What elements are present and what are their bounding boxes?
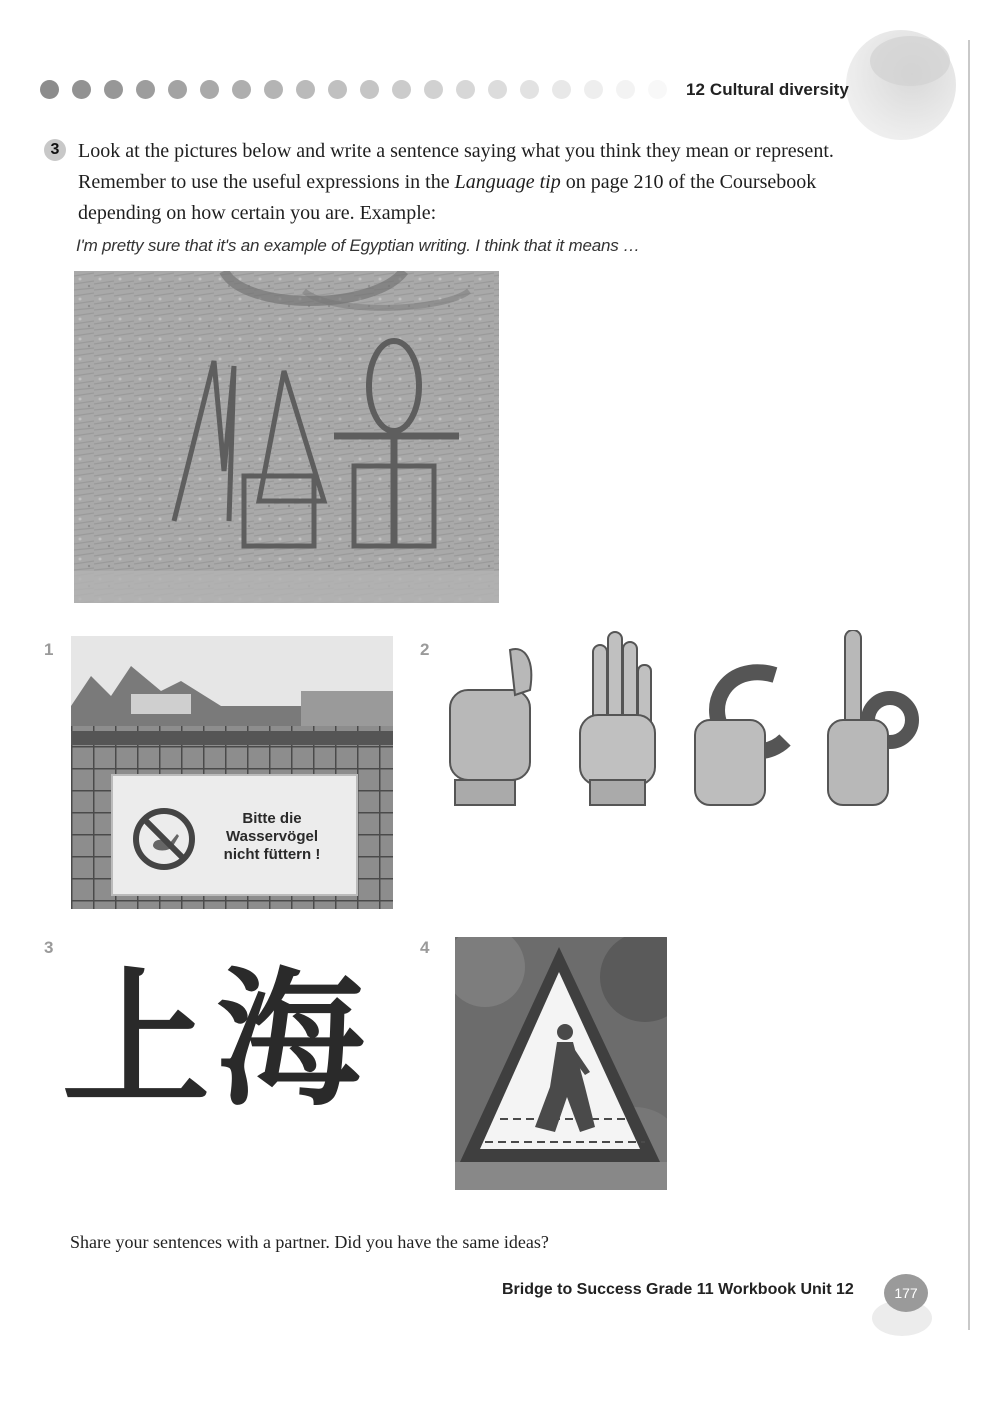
picture-label-2: 2 [420,640,430,659]
crossing-sign-photo [455,937,667,1190]
sign-language-photo [445,630,925,808]
instruction-text-2: on page 210 of the Coursebook depending on how certain you are. Example: [78,171,817,224]
warning-sign-board [111,774,358,896]
unit-heading [686,80,849,100]
picture-label-1: 1 [44,640,54,659]
exercise-instruction [78,136,888,229]
follow-up-question: Share your sentences with a partner. Did you have the same ideas? [70,1232,549,1252]
page-number: 177 [884,1274,928,1312]
book-title: Bridge to Success Grade 11 Workbook Unit 12 [502,1281,854,1298]
exercise-number: 3 [44,139,66,161]
sign-text-line1: Bitte die [242,810,302,827]
decorative-circle-inner [870,36,950,86]
picture-label-3: 3 [44,938,54,957]
sign-text-line2: Wasservögel [226,828,318,845]
instruction-italic: Language tip [454,171,561,193]
instruction-text-1: Look at the pictures below and write a sentence saying what you think they mean or represent. Remember to use the useful expressions in the [78,140,834,193]
page-edge-rule [968,40,970,1330]
picture-label-4: 4 [420,938,430,957]
hieroglyph-photo [74,271,499,603]
example-sentence: I'm pretty sure that it's an example of Egyptian writing. I think that it means … [76,236,640,255]
sign-text-line3: nicht füttern ! [223,846,321,863]
sign-photo [71,636,393,909]
unit-title: Cultural diversity [709,80,849,99]
unit-number: 12 [686,80,705,99]
no-feeding-icon [131,806,197,872]
header-dots [40,80,667,100]
chinese-characters: 上海 [62,954,370,1126]
